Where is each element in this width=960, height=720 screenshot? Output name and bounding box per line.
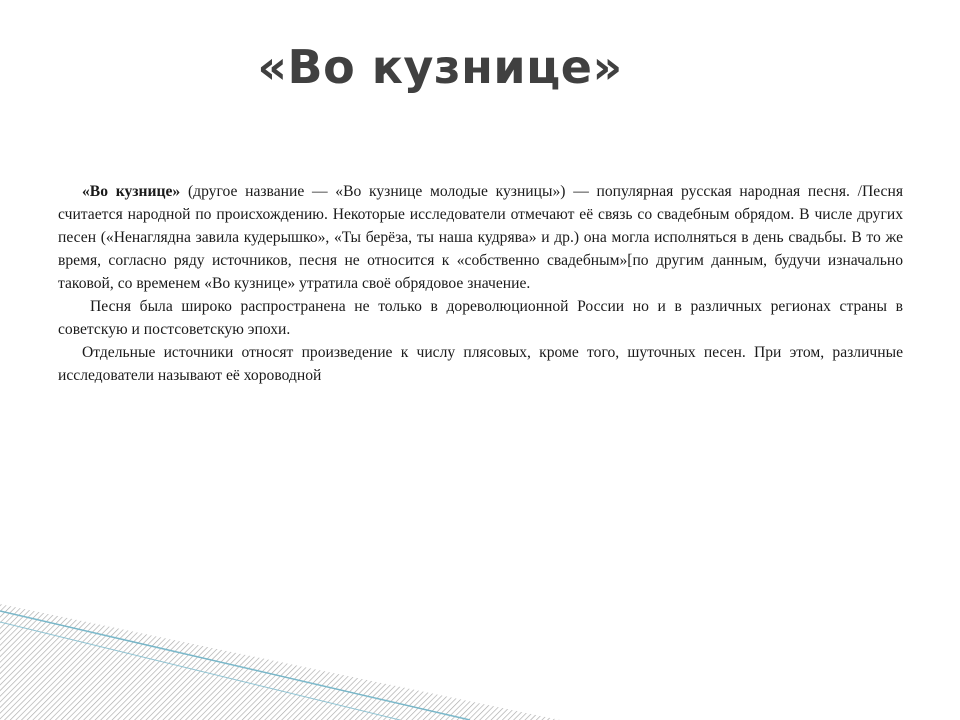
song-title-bold: «Во кузнице» <box>82 183 181 200</box>
paragraph-3: Отдельные источники относят произведение к числу плясовых, кроме того, шуточных песен. При этом, различные исследователи называют её хороводной <box>58 344 903 384</box>
slide-title: «Во кузнице» <box>257 40 623 94</box>
slide-body <box>58 180 903 387</box>
paragraph-1 <box>58 180 903 295</box>
hatched-wedge <box>0 604 560 720</box>
accent-line-inner <box>0 622 400 720</box>
paragraph-2: Песня была широко распространена не только в дореволюционной России но и в различных регионах страны в советскую и постсоветскую эпохи. <box>58 298 903 338</box>
accent-line <box>0 611 470 720</box>
paragraph-1-text: (другое название — «Во кузнице молодые кузницы») — популярная русская народная песня. /Песня считается народной по происхождению. Некоторые исследователи отмечают её связь со свадебным обрядом. В числе других песен («Ненаглядна завила кудерышко», «Ты берёза, ты наша кудрява» и др.) она могла исполняться в день свадьбы. В то же время, согласно ряду источников, песня не относится к «собственно свадебным»[по другим данным, будучи изначально таковой, со временем «Во кузнице» утратила своё обрядовое значение. <box>58 183 903 292</box>
